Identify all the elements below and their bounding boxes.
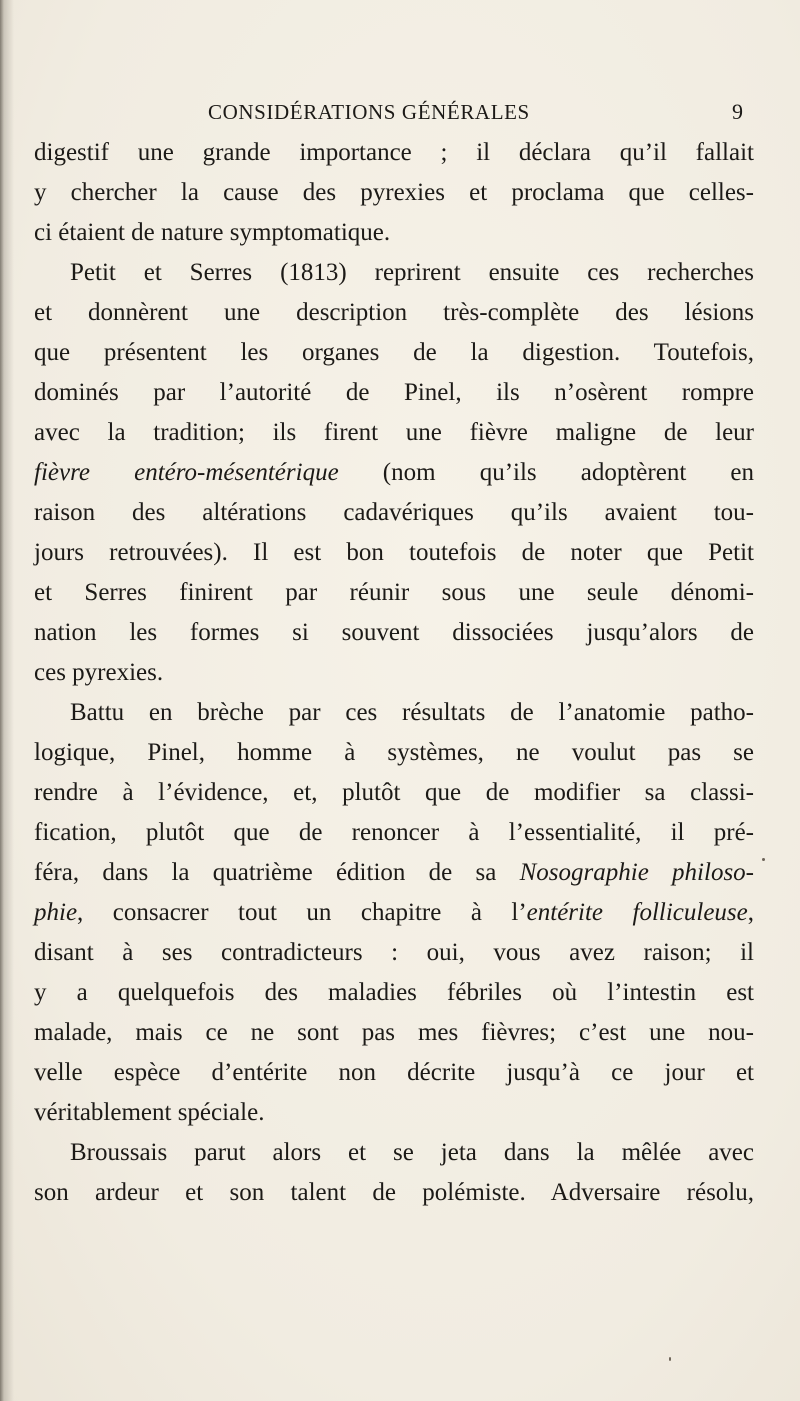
text-segment: son ardeur et son talent de polémiste. Adversaire résolu, bbox=[34, 1179, 754, 1206]
paper-speck bbox=[762, 858, 765, 861]
text-line bbox=[34, 453, 754, 493]
text-line bbox=[34, 613, 754, 653]
text-line bbox=[34, 333, 754, 373]
text-line bbox=[34, 533, 754, 573]
text-line bbox=[34, 1093, 754, 1133]
text-line bbox=[34, 733, 754, 773]
page-header bbox=[0, 92, 800, 132]
text-segment: (nom qu’ils adoptèrent en bbox=[338, 459, 754, 486]
text-segment: velle espèce d’entérite non décrite jusqu’à ce jour et bbox=[34, 1059, 754, 1086]
body-text bbox=[34, 133, 754, 1213]
text-segment: digestif une grande importance ; il déclara qu’il fallait bbox=[34, 139, 754, 166]
paper-speck bbox=[669, 1357, 671, 1361]
text-line bbox=[34, 133, 754, 173]
text-line bbox=[34, 253, 754, 293]
text-segment: dominés par l’autorité de Pinel, ils n’osèrent rompre bbox=[34, 379, 754, 406]
text-segment: et Serres finirent par réunir sous une seule dénomi- bbox=[34, 579, 754, 606]
text-segment: , consacrer tout un chapitre à l’ bbox=[77, 899, 527, 926]
page-number: 9 bbox=[732, 99, 743, 124]
text-segment: jours retrouvées). Il est bon toutefois de noter que Petit bbox=[34, 539, 754, 566]
text-segment: féra, dans la quatrième édition de sa bbox=[34, 859, 520, 886]
text-segment: y a quelquefois des maladies fébriles où l’intestin est bbox=[34, 979, 754, 1006]
text-line bbox=[34, 933, 754, 973]
italic-text: fièvre entéro-mésentérique bbox=[34, 459, 339, 486]
text-line bbox=[34, 373, 754, 413]
text-segment: véritablement spéciale. bbox=[34, 1099, 265, 1126]
text-line bbox=[34, 413, 754, 453]
text-segment: ci étaient de nature symptomatique. bbox=[34, 219, 391, 246]
text-segment: rendre à l’évidence, et, plutôt que de modifier sa classi- bbox=[34, 779, 754, 806]
text-line bbox=[34, 173, 754, 213]
text-line bbox=[34, 293, 754, 333]
text-segment: raison des altérations cadavériques qu’ils avaient tou- bbox=[34, 499, 754, 526]
text-line bbox=[34, 1133, 754, 1173]
italic-text: entérite folliculeuse bbox=[526, 899, 748, 926]
text-segment: disant à ses contradicteurs : oui, vous avez raison; il bbox=[34, 939, 754, 966]
text-line bbox=[34, 693, 754, 733]
text-segment: Battu en brèche par ces résultats de l’anatomie patho- bbox=[70, 699, 754, 726]
text-segment: , bbox=[747, 899, 754, 926]
text-line bbox=[34, 573, 754, 613]
text-line bbox=[34, 1173, 754, 1213]
text-segment: Petit et Serres (1813) reprirent ensuite ces recherches bbox=[70, 259, 754, 286]
text-segment: que présentent les organes de la digestion. Toutefois, bbox=[34, 339, 754, 366]
text-segment: et donnèrent une description très-complète des lésions bbox=[34, 299, 754, 326]
running-head: CONSIDÉRATIONS GÉNÉRALES bbox=[208, 100, 530, 124]
text-line bbox=[34, 213, 754, 253]
text-line bbox=[34, 853, 754, 893]
text-line bbox=[34, 493, 754, 533]
text-line bbox=[34, 813, 754, 853]
text-line bbox=[34, 893, 754, 933]
text-segment: fication, plutôt que de renoncer à l’essentialité, il pré- bbox=[34, 819, 754, 846]
text-line bbox=[34, 653, 754, 693]
italic-text: phie bbox=[34, 899, 78, 926]
text-line bbox=[34, 773, 754, 813]
text-segment: malade, mais ce ne sont pas mes fièvres; c’est une nou- bbox=[34, 1019, 754, 1046]
italic-text: Nosographie philoso- bbox=[519, 859, 754, 886]
text-line bbox=[34, 1013, 754, 1053]
text-segment: ces pyrexies. bbox=[34, 659, 164, 686]
text-line bbox=[34, 1053, 754, 1093]
text-segment: logique, Pinel, homme à systèmes, ne voulut pas se bbox=[34, 739, 754, 766]
text-segment: y chercher la cause des pyrexies et proclama que celles- bbox=[34, 179, 754, 206]
text-segment: nation les formes si souvent dissociées jusqu’alors de bbox=[34, 619, 754, 646]
text-segment: avec la tradition; ils firent une fièvre maligne de leur bbox=[34, 419, 754, 446]
text-line bbox=[34, 973, 754, 1013]
text-segment: Broussais parut alors et se jeta dans la mêlée avec bbox=[70, 1139, 754, 1166]
